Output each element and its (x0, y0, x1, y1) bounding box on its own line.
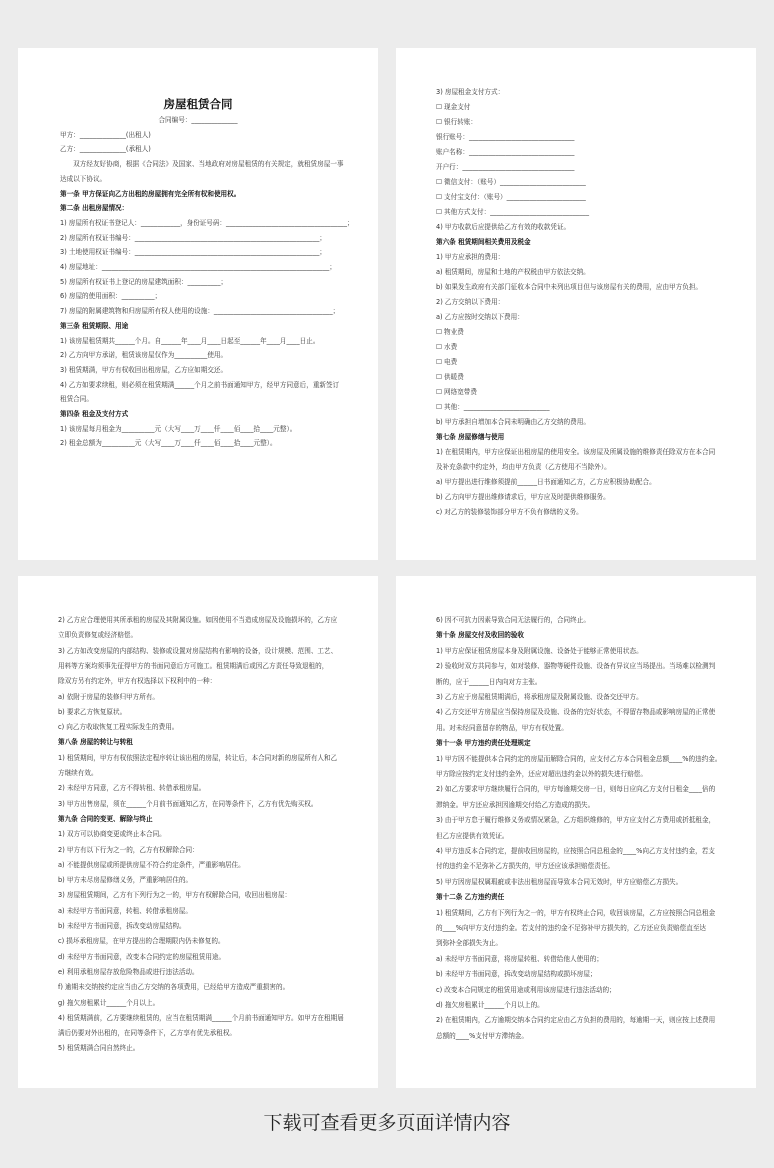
text-line: 4) 甲方违反本合同约定，提前收回房屋的，应按照合同总租金的____%向乙方支付违约金，若支 (436, 847, 715, 855)
text-line: 开户行：__________________________________ (436, 163, 575, 171)
text-line: 6) 因不可抗力因素导致合同无法履行的，合同终止。 (436, 616, 590, 624)
text-line: 第三条 租赁期限、用途 (60, 321, 129, 330)
text-line: a) 租赁期间，房屋和土地的产权税由甲方依法交纳。 (436, 268, 590, 276)
text-line: b) 甲方承担自增加本合同未明确由乙方交纳的费用。 (436, 418, 590, 426)
text-line: 第九条 合同的变更、解除与终止 (58, 814, 153, 823)
text-line: ☐ 其他：__________________________ (436, 403, 550, 411)
text-line: ☐ 网络宽带费 (436, 388, 477, 396)
text-line: 第十二条 乙方违约责任 (436, 893, 505, 902)
text-line: 5) 租赁期满合同自然终止。 (58, 1044, 140, 1053)
document-page-3 (18, 576, 378, 1088)
text-line: 满后仍要对外出租的，在同等条件下，乙方享有优先承租权。 (58, 1029, 237, 1038)
text-line: 1) 甲方应保证租赁房屋本身及附属设施、设备处于能够正常使用状态。 (436, 646, 643, 655)
text-line: 2) 未经甲方同意，乙方不得转租、转借承租房屋。 (58, 784, 206, 793)
text-line: 1) 租赁期间，甲方有权依照法定程序转让该出租的房屋，转让后，本合同对新的房屋所有人和乙 (58, 753, 338, 762)
text-line: 到弥补全部损失为止。 (436, 939, 502, 948)
text-line: b) 未经甲方书面同意，拆改变动房屋结构或损坏房屋； (436, 970, 597, 979)
text-line: a) 乙方应按时交纳以下费用： (436, 313, 524, 321)
text-line: 1) 在租赁期内，甲方应保证出租房屋的使用安全。该房屋及所属设施的维修责任除双方在本合同 (436, 448, 716, 456)
text-line: c) 损坏承租房屋，在甲方提出的合理期限内仍未修复的。 (58, 937, 225, 946)
text-line: 合同编号：______________ (158, 116, 238, 124)
text-line: 账户名称：________________________________ (436, 148, 575, 156)
text-line: 立即负责修复或经济赔偿。 (58, 631, 138, 640)
text-line: 1) 双方可以协商变更或终止本合同。 (58, 830, 166, 839)
text-line: ☐ 电费 (436, 358, 458, 366)
text-line: 3) 乙方应于房屋租赁期满后，将承租房屋及附属设施、设备交还甲方。 (436, 693, 643, 701)
text-line: ☐ 物业费 (436, 328, 464, 336)
text-line: a) 未经甲方书面同意，将房屋转租、转借给他人使用的； (436, 954, 603, 963)
text-line: a) 依附于房屋的装修归甲方所有。 (58, 692, 160, 701)
text-line: 3) 土地使用权证书编号：________________________________________________________； (60, 248, 327, 257)
text-line: 甲方除应按约定支付违约金外，还应对超出违约金以外的损失进行赔偿。 (436, 770, 647, 778)
text-line: 3) 甲方出售房屋，须在______个月前书面通知乙方，在同等条件下，乙方有优先购买权。 (58, 799, 318, 808)
text-line: 4) 房屋地址：_____________________________________________________________________； (60, 263, 336, 271)
text-line: ☐ 供暖费 (436, 373, 464, 381)
text-line: c) 向乙方收取恢复工程实际发生的费用。 (58, 723, 179, 732)
text-line: b) 如果发生政府有关部门征收本合同中未列出项目但与该房屋有关的费用，应由甲方负担。 (436, 283, 703, 291)
text-line: 滞纳金。甲方还应承担因逾期交付给乙方造成的损失。 (436, 800, 595, 809)
text-line: 6) 房屋的使用面积：__________； (60, 292, 162, 301)
text-line: 3) 房屋租金支付方式： (436, 88, 505, 96)
text-line: 4) 租赁期满前，乙方要继续租赁的，应当在租赁期满______个月前书面通知甲方。如甲方在租期届 (58, 1013, 344, 1022)
text-line: 总额的____%支付甲方滞纳金。 (436, 1031, 528, 1040)
text-line: 用料等方案均须事先征得甲方的书面同意后方可施工。租赁期满后或因乙方责任导致退租的， (58, 661, 329, 670)
text-line: ☐ 水费 (436, 343, 458, 351)
document-page-1 (18, 48, 378, 560)
text-line: 第一条 甲方保证向乙方出租的房屋拥有完全所有权和使用权。 (60, 189, 241, 198)
text-line: 第七条 房屋修缮与使用 (436, 433, 505, 441)
text-line: 的____%向甲方支付违约金。若支付的违约金不足弥补甲方损失的，乙方还应负责赔偿直至达 (436, 924, 707, 932)
document-title: 房屋租赁合同 (163, 97, 233, 111)
text-line: 1) 租赁期间，乙方有下列行为之一的，甲方有权终止合同，收回该房屋，乙方应按照合同总租金 (436, 908, 716, 917)
text-line: d) 拖欠房租累计______个月以上的。 (436, 1001, 544, 1009)
text-line: 1) 房屋所有权证书登记人：____________，身份证号码：_____________________________________； (60, 218, 354, 227)
text-line: 达成以下协议。 (60, 174, 107, 183)
text-line: 双方经友好协商，根据《合同法》及国家、当地政府对房屋租赁的有关规定，就租赁房屋一事 (60, 160, 344, 169)
text-line: a) 不能提供房屋或所提供房屋不符合约定条件，严重影响居住。 (58, 860, 245, 869)
text-line: 第二条 出租房屋情况： (60, 204, 129, 213)
text-line: 甲方：______________(出租人) (60, 130, 151, 139)
text-line: 2) 乙方交纳以下费用： (436, 298, 505, 306)
text-line: 2) 房屋所有权证书编号：________________________________________________________； (60, 233, 327, 242)
text-line: 3) 乙方如改变房屋的内部结构、装修或设置对房屋结构有影响的设备，设计规模、范围、工艺、 (58, 646, 338, 655)
text-line: 5) 甲方因房屋权属瑕疵或非法出租房屋而导致本合同无效时，甲方应赔偿乙方损失。 (436, 877, 683, 886)
text-line: 租赁合同。 (60, 395, 93, 404)
text-line: ☐ 银行转账： (436, 118, 477, 126)
text-line: c) 对乙方的装修装饰部分甲方不负有修缮的义务。 (436, 508, 583, 516)
text-line: 3) 租赁期满，甲方有权收回出租房屋，乙方应如期交还。 (60, 365, 228, 374)
text-line: g) 拖欠房租累计______个月以上。 (58, 998, 160, 1007)
document-page-4 (396, 576, 756, 1088)
text-line: 第八条 房屋的转让与转租 (58, 738, 133, 747)
text-line: 付的违约金不足弥补乙方损失的，甲方还应该承担赔偿责任。 (436, 862, 615, 871)
text-line: ☐ 现金支付 (436, 103, 471, 111)
text-line: 3) 房屋租赁期间，乙方有下列行为之一的，甲方有权解除合同，收回出租房屋： (58, 891, 292, 900)
text-line: 5) 房屋所有权证书上登记的房屋建筑面积：__________； (60, 277, 228, 286)
text-line: 除双方另有约定外，甲方有权选择以下权利中的一种： (58, 677, 217, 686)
text-line: ☐ 微信支付：（账号）__________________________ (436, 178, 586, 186)
text-line: 2) 如乙方要求甲方继续履行合同的，甲方每逾期交房一日，则每日应向乙方支付日租金____倍的 (436, 785, 716, 794)
text-line: 第十条 房屋交付及收回的验收 (436, 631, 525, 640)
text-line: 1) 甲方应承担的费用： (436, 253, 505, 261)
text-line: 第四条 租金及支付方式 (60, 410, 129, 418)
text-line: 银行账号：________________________________ (436, 133, 575, 141)
text-line: b) 乙方向甲方提出维修请求后，甲方应及时提供维修服务。 (436, 493, 610, 501)
text-line: 断的，应于______日内向对方主张。 (436, 677, 542, 686)
text-line: 但乙方应提供有效凭证。 (436, 831, 509, 840)
text-line: ☐ 其他方式支付：______________________________ (436, 208, 590, 216)
text-line: 2) 甲方有以下行为之一的，乙方有权解除合同： (58, 845, 199, 854)
text-line: 2) 验收时双方共同参与，如对装修、器物等硬件设施、设备有异议应当场提出。当场难以检测判 (436, 662, 716, 671)
text-line: 方继续有效。 (58, 769, 98, 777)
text-line: 及补充条款中约定外，均由甲方负责（乙方使用不当除外）。 (436, 463, 611, 471)
text-line: 4) 乙方交还甲方房屋应当保持房屋及设施、设备的完好状态，不得留存物品或影响房屋的正常使 (436, 708, 716, 717)
text-line: 1) 该房屋每月租金为__________元（大写____万____仟____佰____拾____元整）。 (60, 424, 297, 433)
text-line: ☐ 支付宝支付：（账号）________________________ (436, 193, 586, 201)
text-line: 用。对未经同意留存的物品，甲方有权处置。 (436, 723, 568, 732)
text-line: b) 甲方未尽房屋修缮义务，严重影响居住的。 (58, 876, 193, 885)
text-line: d) 未经甲方书面同意，改变本合同约定的房屋租赁用途。 (58, 952, 226, 961)
text-line: 2) 乙方向甲方承诺，租赁该房屋仅作为__________使用。 (60, 351, 228, 360)
text-line: a) 未经甲方书面同意，转租、转借承租房屋。 (58, 906, 192, 915)
text-line: 1) 该房屋租赁期共______个月。自______年____月____日起至______年____月____日止。 (60, 336, 320, 345)
text-line: b) 要求乙方恢复原状。 (58, 707, 127, 716)
text-line: 第六条 租赁期间相关费用及税金 (436, 238, 531, 246)
text-line: 2) 乙方应合理使用其所承租的房屋及其附属设施。如因使用不当造成房屋及设施损坏的，乙方应 (58, 616, 338, 624)
text-line: 第十一条 甲方违约责任处理规定 (436, 739, 531, 748)
text-line: 4) 乙方如要求续租，则必须在租赁期满______个月之前书面通知甲方，经甲方同意后，重新签订 (60, 380, 340, 389)
more-pages-caption: 下载可查看更多页面详情内容 (263, 1112, 511, 1134)
text-line: 7) 房屋的附属建筑物和归房屋所有权人使用的设施：____________________________________； (60, 307, 340, 316)
text-line: 乙方：______________(承租人) (60, 145, 151, 154)
text-line: 2) 在租赁期内，乙方逾期交纳本合同约定应由乙方负担的费用的，每逾期一天，则应按上述费用 (436, 1016, 716, 1025)
text-line: e) 利用承租房屋存放危险物品或进行违法活动。 (58, 967, 199, 976)
document-page-2 (396, 48, 756, 560)
text-line: 3) 由于甲方怠于履行维修义务或情况紧急，乙方组织维修的，甲方应支付乙方费用或折抵租金， (436, 816, 716, 825)
text-line: 2) 租金总额为__________元（大写____万____仟____佰____拾____元整）。 (60, 439, 277, 448)
text-line: a) 甲方提出进行维修须提前______日书面通知乙方，乙方应积极协助配合。 (436, 478, 656, 486)
text-line: 4) 甲方收款后应提供给乙方有效的收款凭证。 (436, 223, 571, 231)
text-line: c) 改变本合同规定的租赁用途或利用该房屋进行违法活动的； (436, 985, 616, 994)
text-line: 1) 甲方因不能提供本合同约定的房屋而解除合同的，应支付乙方本合同租金总额____%的违约金。 (436, 754, 722, 763)
text-line: f) 逾期未交纳按约定应当由乙方交纳的各项费用，已经给甲方造成严重损害的。 (58, 983, 290, 992)
text-line: b) 未经甲方书面同意，拆改变动房屋结构。 (58, 922, 186, 930)
